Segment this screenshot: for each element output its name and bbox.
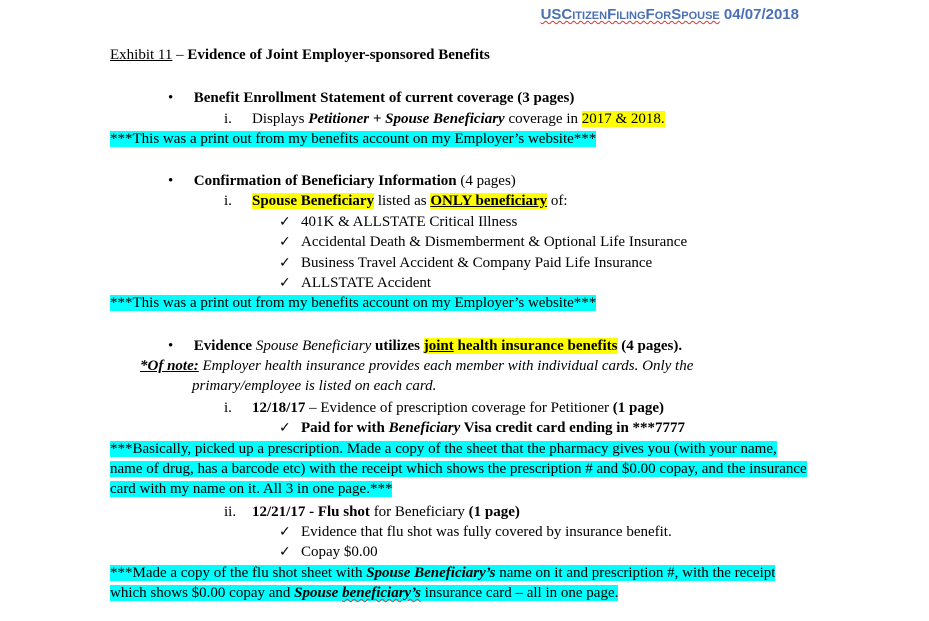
check-item (279, 543, 378, 562)
note-text: ***Made a copy of the flu shot sheet with (110, 565, 367, 581)
section-1-note (110, 130, 596, 149)
text: listed as (374, 193, 431, 209)
highlight-text: Spouse Beneficiary (252, 193, 375, 209)
text: utilizes (371, 338, 424, 354)
section-1-item (224, 110, 665, 129)
text: Accidental Death & Dismemberment & Optional Life Insurance (301, 234, 688, 250)
checkmark-icon: ✓ (279, 544, 291, 560)
note-text: ***This was a print out from my benefits account on my Employer’s website*** (110, 131, 597, 147)
note-text: insurance card – all in one page. (420, 585, 619, 601)
section-1-heading (168, 89, 574, 108)
text: 401K & ALLSTATE Critical Illness (301, 214, 518, 230)
document-header (541, 6, 799, 23)
text: 12/18/17 (252, 400, 306, 416)
text: – Evidence of prescription coverage for Petitioner (305, 400, 613, 416)
text: Evidence that flu shot was fully covered by insurance benefit. (301, 524, 672, 540)
note-text: Spouse (294, 585, 343, 601)
check-item (279, 523, 672, 542)
exhibit-title: Evidence of Joint Employer-sponsored Benefits (187, 47, 490, 63)
text: Paid for with (301, 420, 389, 436)
header-date: 04/07/2018 (723, 6, 799, 23)
exhibit-heading (110, 46, 490, 65)
section-2-note (110, 294, 596, 313)
exhibit-dash: – (172, 47, 188, 63)
bullet-icon: • (168, 173, 174, 189)
text: Copay $0.00 (301, 544, 378, 560)
text: Business Travel Accident & Company Paid Life Insurance (301, 255, 653, 271)
section-3-note-line-2 (192, 377, 436, 396)
section-2-title: Confirmation of Beneficiary Information (193, 173, 457, 189)
roman-numeral: ii. (224, 504, 237, 520)
section-2-heading (168, 172, 516, 191)
roman-numeral: i. (224, 400, 232, 416)
section-3-item-i (224, 399, 664, 418)
check-item (279, 233, 687, 252)
section-3-heading (168, 337, 682, 356)
bullet-icon: • (168, 90, 174, 106)
text: (1 page) (612, 400, 664, 416)
text: Spouse Beneficiary (255, 338, 372, 354)
check-item (279, 419, 685, 438)
section-3-note-line-1 (140, 357, 693, 376)
check-item (279, 213, 517, 232)
text: Petitioner + Spouse Beneficiary (308, 111, 505, 127)
section-2-item (224, 192, 568, 211)
note-text: name on it and prescription #, with the receipt which shows $0.00 copay and (110, 565, 776, 601)
text: (1 page) (468, 504, 520, 520)
text: (4 pages). (617, 338, 683, 354)
note-label: *Of note: (140, 358, 199, 374)
header-prefix: USCitizenFilingForSpouse (540, 6, 720, 23)
note-text: beneficiary’s (342, 585, 421, 601)
text: ALLSTATE Accident (301, 275, 432, 291)
text: primary/employee is listed on each card. (192, 378, 437, 394)
note-text: Spouse Beneficiary’s (366, 565, 496, 581)
check-item (279, 254, 652, 273)
checkmark-icon: ✓ (279, 524, 291, 540)
bullet-icon: • (168, 338, 174, 354)
checkmark-icon: ✓ (279, 275, 291, 291)
checkmark-icon: ✓ (279, 255, 291, 271)
section-3-item-ii-note (110, 563, 812, 603)
text: of: (547, 193, 568, 209)
checkmark-icon: ✓ (279, 234, 291, 250)
check-item (279, 274, 431, 293)
text: Beneficiary (388, 420, 461, 436)
text: coverage in (504, 111, 582, 127)
text: Visa credit card ending in ***7777 (460, 420, 686, 436)
checkmark-icon: ✓ (279, 214, 291, 230)
text: Displays (252, 111, 309, 127)
section-1-title: Benefit Enrollment Statement of current coverage (3 pages) (193, 90, 575, 106)
roman-numeral: i. (224, 193, 232, 209)
roman-numeral: i. (224, 111, 232, 127)
highlight-years: 2017 & 2018. (581, 111, 665, 127)
checkmark-icon: ✓ (279, 420, 291, 436)
highlight-text: joint (423, 338, 454, 354)
exhibit-number: Exhibit 11 (110, 47, 173, 63)
note-text: ***Basically, picked up a prescription. Made a copy of the sheet that the pharmacy gives you (with your name, name of drug, has a barcode etc) with the receipt which shows the prescription # and $0.00 copay, and the insurance card with my name on it. All 3 in one page.*** (110, 441, 807, 497)
text: Evidence (193, 338, 256, 354)
highlight-text: health insurance benefits (453, 338, 618, 354)
section-3-item-ii (224, 503, 520, 522)
text: 12/21/17 - Flu shot (252, 504, 370, 520)
highlight-text: ONLY beneficiary (430, 193, 548, 209)
section-3-item-i-note (110, 439, 812, 499)
note-text: ***This was a print out from my benefits account on my Employer’s website*** (110, 295, 597, 311)
text: for Beneficiary (369, 504, 469, 520)
text: (4 pages) (456, 173, 516, 189)
text: Employer health insurance provides each member with individual cards. Only the (198, 358, 694, 374)
